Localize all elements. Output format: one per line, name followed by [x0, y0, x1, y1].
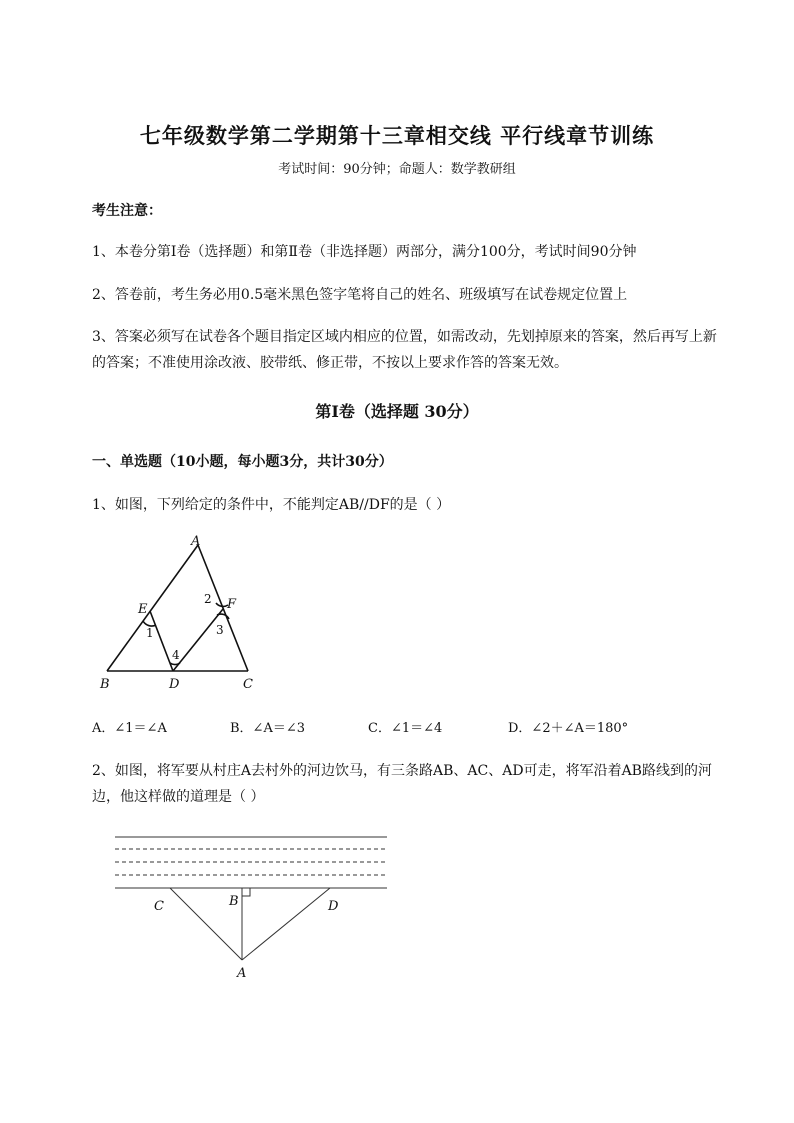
- page-title: 七年级数学第二学期第十三章相交线 平行线章节训练: [139, 123, 655, 148]
- label-angle-2: 2: [204, 592, 212, 606]
- label-D: D: [328, 899, 339, 914]
- notice-item-3: 3、答案必须写在试卷各个题目指定区域内相应的位置，如需改动，先划掉原来的答案，然后再写上新: [92, 329, 717, 345]
- exam-info: 考试时间：90分钟；命题人：数学教研组: [278, 162, 516, 177]
- label-E: E: [138, 602, 148, 617]
- q1-option-a[interactable]: A．∠1＝∠A: [92, 721, 167, 736]
- q1-option-d[interactable]: D．∠2＋∠A＝180°: [508, 721, 629, 736]
- question-2-figure: [110, 830, 395, 985]
- part-heading: 一、单选题（10小题，每小题3分，共计30分）: [92, 454, 393, 470]
- notice-item-1: 1、本卷分第Ⅰ卷（选择题）和第Ⅱ卷（非选择题）两部分，满分100分，考试时间90分钟: [92, 244, 637, 260]
- q1-option-c[interactable]: C．∠1＝∠4: [368, 721, 443, 736]
- label-angle-4: 4: [172, 648, 180, 662]
- label-C: C: [243, 677, 253, 692]
- label-A: A: [237, 966, 247, 981]
- label-angle-3: 3: [216, 623, 224, 637]
- label-B: B: [229, 894, 239, 909]
- question-1-figure: [90, 533, 270, 693]
- label-A: A: [191, 534, 201, 549]
- notice-item-3-cont: 的答案；不准使用涂改液、胶带纸、修正带，不按以上要求作答的答案无效。: [92, 355, 568, 371]
- label-angle-1: 1: [146, 626, 154, 640]
- section-title: 第Ⅰ卷（选择题 30分）: [315, 402, 479, 421]
- question-2-stem-cont: 边，他这样做的道理是（ ）: [92, 789, 265, 805]
- q1-option-b[interactable]: B．∠A＝∠3: [230, 721, 305, 736]
- label-D: D: [169, 677, 180, 692]
- label-C: C: [154, 899, 164, 914]
- question-1-stem: 1、如图，下列给定的条件中，不能判定AB//DF的是（ ）: [92, 497, 451, 513]
- notice-item-2: 2、答卷前，考生务必用0.5毫米黑色签字笔将自己的姓名、班级填写在试卷规定位置上: [92, 287, 628, 303]
- question-2-stem: 2、如图，将军要从村庄A去村外的河边饮马，有三条路AB、AC、AD可走，将军沿着AB路线到的河: [92, 763, 712, 779]
- label-B: B: [100, 677, 110, 692]
- notice-heading: 考生注意：: [92, 203, 162, 219]
- label-F: F: [227, 597, 237, 612]
